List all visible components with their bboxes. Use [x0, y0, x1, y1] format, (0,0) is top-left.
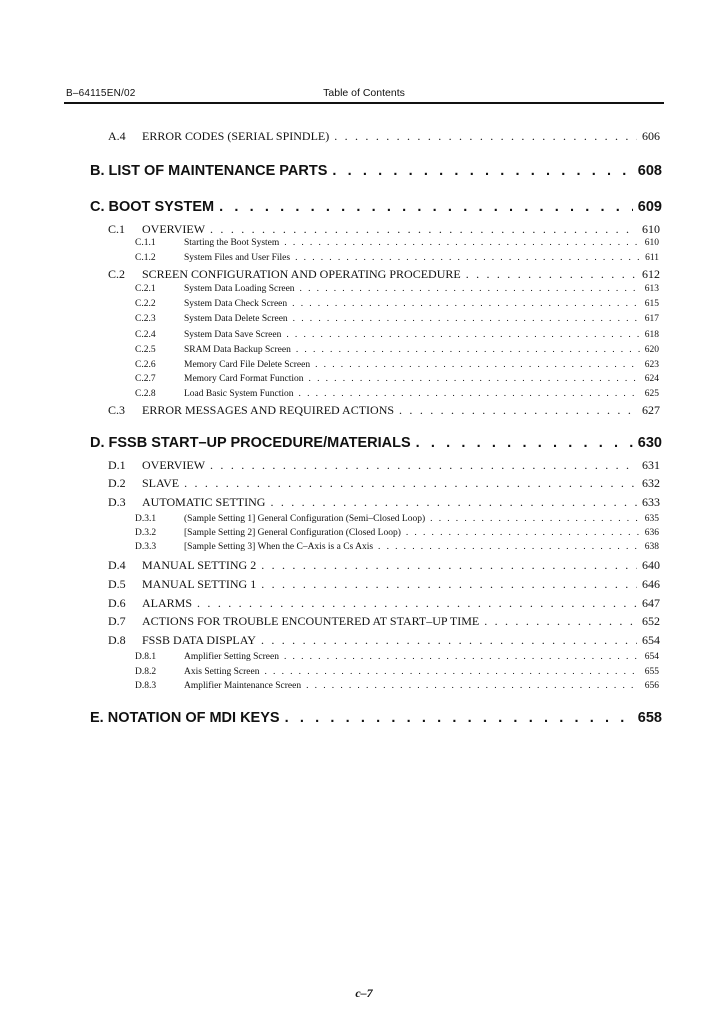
page-number: c–7	[355, 986, 373, 1000]
toc-title: System Files and User Files	[184, 253, 291, 263]
toc-page: 620	[644, 345, 659, 355]
leader-dots	[295, 253, 640, 263]
document-id: B–64115EN/02	[66, 88, 136, 99]
toc-entry-d33[interactable]	[135, 542, 659, 552]
toc-number: C.3	[108, 403, 126, 417]
toc-title: ERROR MESSAGES AND REQUIRED ACTIONS	[142, 403, 395, 417]
leader-dots	[210, 458, 637, 473]
toc-page: 623	[644, 360, 659, 370]
toc-number: D.4	[108, 558, 126, 572]
toc-title: MANUAL SETTING 1	[142, 577, 257, 591]
leader-dots	[197, 596, 637, 611]
leader-dots	[293, 314, 640, 324]
toc-number: C.2.6	[135, 360, 156, 370]
toc-page: 630	[637, 435, 662, 451]
toc-entry-c23[interactable]	[135, 314, 659, 324]
toc-entry-c11[interactable]	[135, 238, 659, 248]
toc-entry-d1[interactable]	[108, 458, 660, 473]
toc-entry-d81[interactable]	[135, 652, 659, 662]
toc-title: System Data Delete Screen	[184, 314, 288, 324]
toc-title: [Sample Setting 3] When the C–Axis is a Cs Axis	[184, 542, 374, 552]
toc-title: (Sample Setting 1] General Configuration (Semi–Closed Loop)	[184, 514, 426, 524]
toc-entry-d82[interactable]	[135, 667, 659, 677]
leader-dots	[184, 476, 637, 491]
leader-dots	[299, 389, 640, 399]
leader-dots	[430, 514, 640, 524]
toc-page: 610	[642, 222, 660, 236]
toc-page: 656	[644, 681, 659, 691]
leader-dots	[466, 267, 637, 282]
toc-title: Amplifier Maintenance Screen	[184, 681, 302, 691]
toc-page: 608	[637, 163, 662, 179]
toc-page: 646	[642, 577, 660, 591]
toc-number: C.1.1	[135, 238, 156, 248]
toc-page: 627	[642, 403, 660, 417]
leader-dots	[264, 667, 639, 677]
toc-page: 632	[642, 476, 660, 490]
toc-page: 654	[644, 652, 659, 662]
leader-dots	[270, 495, 637, 510]
toc-number: C.2.8	[135, 389, 156, 399]
toc-entry-d31[interactable]	[135, 514, 659, 524]
toc-title: MANUAL SETTING 2	[142, 558, 257, 572]
toc-title: Load Basic System Function	[184, 389, 294, 399]
toc-page: 618	[644, 330, 659, 340]
toc-entry-c1[interactable]	[108, 222, 660, 237]
toc-title: [Sample Setting 2] General Configuration (Closed Loop)	[184, 528, 401, 538]
toc-entry-d32[interactable]	[135, 528, 659, 538]
toc-number: C.2.5	[135, 345, 156, 355]
toc-entry-c24[interactable]	[135, 330, 659, 340]
toc-entry-d4[interactable]	[108, 558, 660, 573]
leader-dots	[292, 299, 640, 309]
toc-number: D.5	[108, 577, 126, 591]
toc-title: ERROR CODES (SERIAL SPINDLE)	[142, 129, 330, 143]
toc-title: SLAVE	[142, 476, 180, 490]
toc-entry-d83[interactable]	[135, 681, 659, 691]
toc-entry-d5[interactable]	[108, 577, 660, 592]
toc-title: Axis Setting Screen	[184, 667, 260, 677]
toc-entry-d7[interactable]	[108, 614, 660, 629]
leader-dots	[315, 360, 640, 370]
toc-page: 611	[645, 253, 659, 263]
toc-title: Memory Card Format Function	[184, 374, 304, 384]
leader-dots	[296, 345, 640, 355]
leader-dots	[219, 199, 633, 215]
toc-page: 655	[644, 667, 659, 677]
toc-entry-a4[interactable]	[108, 129, 660, 144]
toc-number: C.1	[108, 222, 126, 236]
toc-page: 647	[642, 596, 660, 610]
toc-number: D.3.1	[135, 514, 157, 524]
leader-dots	[416, 435, 633, 451]
toc-title: Starting the Boot System	[184, 238, 280, 248]
toc-entry-c28[interactable]	[135, 389, 659, 399]
toc-page: 625	[644, 389, 659, 399]
toc-page: 635	[644, 514, 659, 524]
toc-title: OVERVIEW	[142, 458, 206, 472]
toc-title: ACTIONS FOR TROUBLE ENCOUNTERED AT START–UP TIME	[142, 614, 480, 628]
toc-number: D.7	[108, 614, 126, 628]
toc-entry-d2[interactable]	[108, 476, 660, 491]
toc-entry-c21[interactable]	[135, 284, 659, 294]
toc-entry-d3[interactable]	[108, 495, 660, 510]
toc-page: 638	[644, 542, 659, 552]
toc-page: 612	[642, 267, 660, 281]
toc-number: D.8	[108, 633, 126, 647]
toc-section-b[interactable]	[90, 163, 662, 179]
toc-number: D.8.1	[135, 652, 157, 662]
toc-entry-c12[interactable]	[135, 253, 659, 263]
leader-dots	[285, 710, 633, 726]
running-header-title: Table of Contents	[323, 87, 405, 99]
leader-dots	[399, 403, 637, 418]
toc-title: AUTOMATIC SETTING	[142, 495, 266, 509]
leader-dots	[406, 528, 640, 538]
leader-dots	[334, 129, 637, 144]
toc-title: System Data Save Screen	[184, 330, 282, 340]
toc-entry-c25[interactable]	[135, 345, 659, 355]
toc-title: B. LIST OF MAINTENANCE PARTS	[90, 163, 328, 179]
toc-title: Amplifier Setting Screen	[184, 652, 279, 662]
toc-number: C.1.2	[135, 253, 156, 263]
toc-title: SCREEN CONFIGURATION AND OPERATING PROCEDURE	[142, 267, 461, 281]
leader-dots	[261, 558, 637, 573]
toc-entry-c2[interactable]	[108, 267, 660, 282]
leader-dots	[300, 284, 640, 294]
toc-page: 617	[644, 314, 659, 324]
toc-page: 609	[637, 199, 662, 215]
toc-number: D.8.2	[135, 667, 157, 677]
leader-dots	[284, 238, 639, 248]
toc-page: 654	[642, 633, 660, 647]
leader-dots	[484, 614, 637, 629]
toc-number: D.3	[108, 495, 126, 509]
toc-number: D.3.2	[135, 528, 157, 538]
toc-entry-c27[interactable]	[135, 374, 659, 384]
toc-page: 624	[644, 374, 659, 384]
toc-page: 640	[642, 558, 660, 572]
toc-title: ALARMS	[142, 596, 193, 610]
leader-dots	[286, 330, 639, 340]
toc-title: OVERVIEW	[142, 222, 206, 236]
toc-title: System Data Check Screen	[184, 299, 288, 309]
toc-page: 652	[642, 614, 660, 628]
toc-section-c[interactable]	[90, 199, 662, 215]
header-rule	[64, 102, 664, 104]
leader-dots	[378, 542, 640, 552]
leader-dots	[306, 681, 640, 691]
toc-entry-c26[interactable]	[135, 360, 659, 370]
toc-number: D.6	[108, 596, 126, 610]
leader-dots	[332, 163, 632, 179]
toc-number: C.2.7	[135, 374, 156, 384]
toc-entry-d8[interactable]	[108, 633, 660, 648]
toc-entry-d6[interactable]	[108, 596, 660, 611]
toc-number: C.2.2	[135, 299, 156, 309]
toc-title: System Data Loading Screen	[184, 284, 295, 294]
leader-dots	[309, 374, 640, 384]
toc-page: 606	[642, 129, 660, 143]
toc-number: C.2.1	[135, 284, 156, 294]
toc-number: C.2.3	[135, 314, 156, 324]
toc-number: D.8.3	[135, 681, 157, 691]
toc-section-d[interactable]	[90, 435, 662, 451]
toc-number: D.2	[108, 476, 126, 490]
toc-page: 615	[644, 299, 659, 309]
toc-page: 658	[637, 710, 662, 726]
toc-title: Memory Card File Delete Screen	[184, 360, 311, 370]
toc-section-e[interactable]	[90, 710, 662, 726]
leader-dots	[261, 577, 637, 592]
toc-number: D.1	[108, 458, 126, 472]
toc-number: C.2.4	[135, 330, 156, 340]
toc-page: 613	[644, 284, 659, 294]
leader-dots	[261, 633, 637, 648]
toc-number: C.2	[108, 267, 126, 281]
leader-dots	[284, 652, 640, 662]
toc-page: 633	[642, 495, 660, 509]
leader-dots	[210, 222, 637, 237]
toc-title: E. NOTATION OF MDI KEYS	[90, 710, 280, 726]
toc-entry-c22[interactable]	[135, 299, 659, 309]
toc-title: FSSB DATA DISPLAY	[142, 633, 256, 647]
toc-entry-c3[interactable]	[108, 403, 660, 418]
toc-title: D. FSSB START–UP PROCEDURE/MATERIALS	[90, 435, 411, 451]
toc-title: C. BOOT SYSTEM	[90, 199, 215, 215]
toc-page: 636	[644, 528, 659, 538]
toc-number: A.4	[108, 129, 126, 143]
toc-title: SRAM Data Backup Screen	[184, 345, 291, 355]
toc-page: 610	[644, 238, 659, 248]
toc-number: D.3.3	[135, 542, 157, 552]
toc-page: 631	[642, 458, 660, 472]
